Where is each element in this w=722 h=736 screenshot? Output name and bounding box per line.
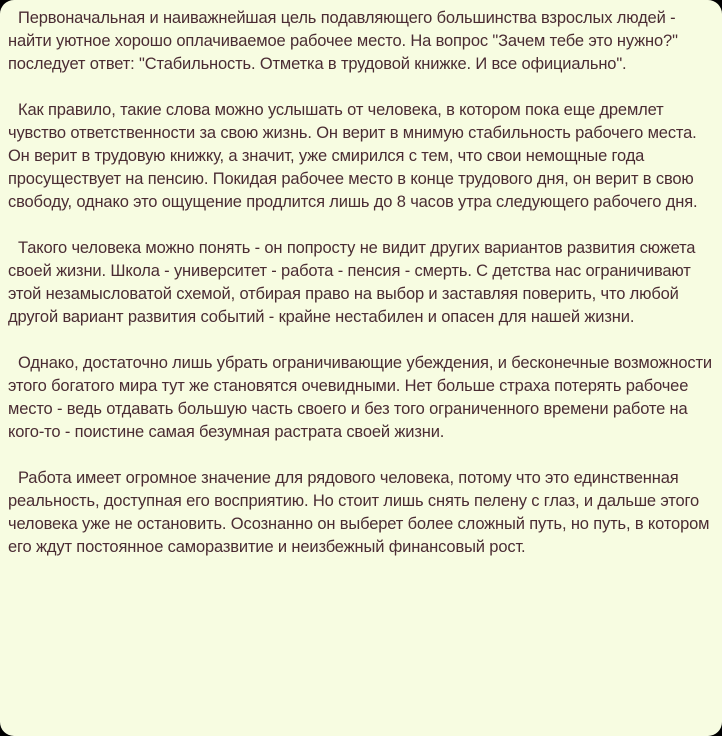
paragraph: Однако, достаточно лишь убрать ограничивающие убеждения, и бесконечные возможности этого богатого мира тут же становятся очевидными. Нет больше страха потерять рабочее место - ведь отдавать большую часть своего и без того ограниченного времени работе на кого-то - поистине самая безумная растрата своей жизни. bbox=[8, 354, 712, 441]
paragraph: Как правило, такие слова можно услышать от человека, в котором пока еще дремлет чувство ответственности за свою жизнь. Он верит в мнимую стабильность рабочего места. Он верит в трудовую книжку, а значит, уже смирился с тем, что свои немощные года просуществует на пенсию. Покидая рабочее место в конце трудового дня, он верит в свою свободу, однако это ощущение продлится лишь до 8 часов утра следующего рабочего дня. bbox=[8, 101, 698, 211]
paragraph: Первоначальная и наиважнейшая цель подавляющего большинства взрослых людей - найти уютное хорошо оплачиваемое рабочее место. На вопрос "Зачем тебе это нужно?" последует ответ: "Стабильность. Отметка в трудовой книжке. И все официально". bbox=[8, 9, 678, 73]
paragraph: Работа имеет огромное значение для рядового человека, потому что это единственная реальность, доступная его восприятию. Но стоит лишь снять пелену с глаз, и дальше этого человека уже не остановить. Осознанно он выберет более сложный путь, но путь, в котором его ждут постоянное саморазвитие и неизбежный финансовый рост. bbox=[8, 469, 710, 556]
paragraph: Такого человека можно понять - он попросту не видит других вариантов развития сюжета своей жизни. Школа - университет - работа - пенсия - смерть. С детства нас ограничивают этой незамысловатой схемой, отбирая право на выбор и заставляя поверить, что любой другой вариант развития событий - крайне нестабилен и опасен для нашей жизни. bbox=[8, 239, 696, 326]
